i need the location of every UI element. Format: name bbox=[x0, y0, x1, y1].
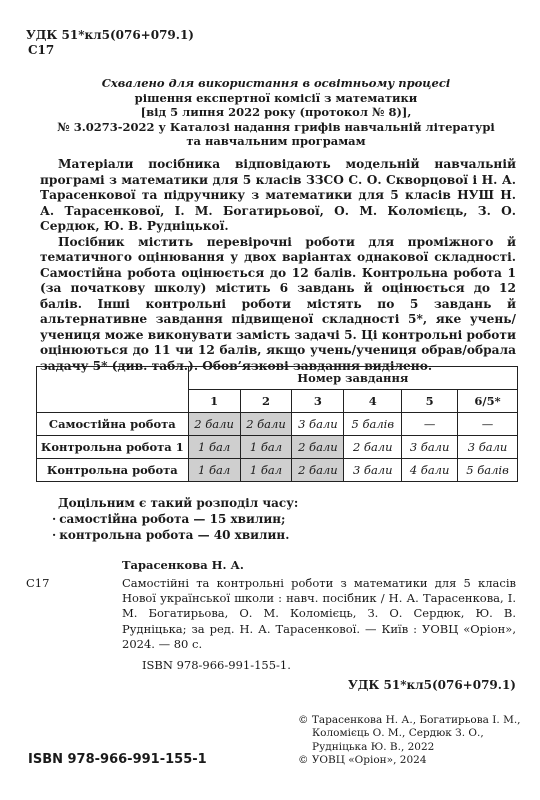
table-row bbox=[37, 459, 518, 482]
column-header-6: 6/5* bbox=[458, 390, 518, 413]
approval-line-4: № 3.0273-2022 у Каталозі надання грифів навчальній літературі bbox=[57, 119, 495, 134]
header-classification bbox=[26, 28, 194, 58]
copyright-line-2: Коломієць О. М., Сердюк З. О., bbox=[312, 727, 484, 740]
biblio-author: Тарасенкова Н. А. bbox=[122, 558, 244, 572]
intro-paragraph-1: Матеріали посібника відповідають модельній навчальній програмі з математики для 5 класів ЗЗСО С. О. Скворцової і Н. А. Тарасенкової та підручнику з математики для 5 класів НУШ Н. А. Тарасенкової, І. М. Богатирьової, О. М. Коломієць, З. О. Сердюк, Ю. В. Рудніцької. bbox=[40, 157, 516, 233]
table-cell: — bbox=[458, 413, 518, 436]
biblio-isbn: ISBN 978-966-991-155-1. bbox=[142, 658, 291, 672]
copyright-line-4: © УОВЦ «Оріон», 2024 bbox=[298, 754, 427, 767]
biblio-description: Самостійні та контрольні роботи з математики для 5 класів Нової української школи : навч. посібник / Н. А. Тарасенкова, І. М. Богатирьова, О. М. Коломієць, З. О. Сердюк, Ю. В. Рудніцька; за ред. Н. А. Тарасенкової. — Київ : УОВЦ «Оріон», 2024. — 80 с. bbox=[122, 576, 516, 651]
table-cell: 5 балів bbox=[344, 413, 402, 436]
row-label: Самостійна робота bbox=[37, 413, 189, 436]
table-cell: 2 бали bbox=[344, 436, 402, 459]
time-item-control: · контрольна робота — 40 хвилин. bbox=[58, 527, 298, 543]
udk-bottom: УДК 51*кл5(076+079.1) bbox=[348, 678, 516, 692]
time-item-independent: · самостійна робота — 15 хвилин; bbox=[58, 511, 298, 527]
table-corner-lower bbox=[37, 390, 189, 413]
table-row bbox=[37, 413, 518, 436]
intro-text bbox=[40, 157, 516, 374]
table-group-header: Номер завдання bbox=[188, 367, 517, 390]
table-cell: 5 балів bbox=[458, 459, 518, 482]
copyright-line-1: © Тарасенкова Н. А., Богатирьова І. М., bbox=[298, 714, 521, 726]
biblio-code: С17 bbox=[26, 576, 50, 590]
approval-line-3: [від 5 липня 2022 року (протокол № 8)], bbox=[140, 105, 412, 120]
column-header-2: 2 bbox=[240, 390, 292, 413]
table-cell: 1 бал bbox=[240, 436, 292, 459]
column-header-4: 4 bbox=[344, 390, 402, 413]
row-label: Контрольна робота 1 bbox=[37, 436, 189, 459]
table-cell: 2 бали bbox=[292, 436, 344, 459]
table-cell: 1 бал bbox=[188, 436, 240, 459]
copyright-block bbox=[298, 714, 521, 768]
column-header-1: 1 bbox=[188, 390, 240, 413]
time-intro: Доцільним є такий розподіл часу: bbox=[58, 496, 299, 510]
approval-block bbox=[40, 76, 512, 149]
table-cell: 2 бали bbox=[292, 459, 344, 482]
time-allocation bbox=[58, 495, 298, 543]
table-cell: 2 бали bbox=[188, 413, 240, 436]
copyright-line-3: Рудніцька Ю. В., 2022 bbox=[312, 740, 435, 753]
table-cell: 1 бал bbox=[240, 459, 292, 482]
table-cell: 3 бали bbox=[292, 413, 344, 436]
row-label: Контрольна робота bbox=[37, 459, 189, 482]
table-cell: 2 бали bbox=[240, 413, 292, 436]
approval-line-5: та навчальним програмам bbox=[186, 134, 366, 149]
isbn-bottom: ISBN 978-966-991-155-1 bbox=[28, 752, 207, 767]
table-cell: 3 бали bbox=[458, 436, 518, 459]
table-cell: 3 бали bbox=[402, 436, 458, 459]
scoring-table bbox=[36, 366, 518, 482]
bbk-code: С17 bbox=[28, 43, 55, 57]
udk-code: УДК 51*кл5(076+079.1) bbox=[26, 28, 194, 42]
table-cell: 3 бали bbox=[344, 459, 402, 482]
approval-line-2: рішення експертної комісії з математики bbox=[134, 90, 418, 105]
intro-paragraph-2: Посібник містить перевірочні роботи для проміжного й тематичного оцінювання у двох варіантах однакової складності. Самостійна робота оцінюється до 12 балів. Контрольна робота 1 (за початкову школу) містить 6 завдань й оцінюється до 12 балів. Інші контрольні роботи містять по 5 завдань й альтернативне завдання підвищеної складності 5*, яке учень/учениця може виконувати замість задачі 5. Ці контрольні роботи оцінюються до 11 чи 12 балів, якщо учень/учениця обрав/обрала задачу 5* (див. табл.). Обов’язкові завдання виділено. bbox=[40, 234, 516, 373]
table-cell: 4 бали bbox=[402, 459, 458, 482]
column-header-5: 5 bbox=[402, 390, 458, 413]
table-row bbox=[37, 436, 518, 459]
column-header-3: 3 bbox=[292, 390, 344, 413]
table-cell: 1 бал bbox=[188, 459, 240, 482]
table-cell: — bbox=[402, 413, 458, 436]
approval-line-1: Схвалено для використання в освітньому процесі bbox=[101, 76, 451, 90]
table-corner bbox=[37, 367, 189, 390]
